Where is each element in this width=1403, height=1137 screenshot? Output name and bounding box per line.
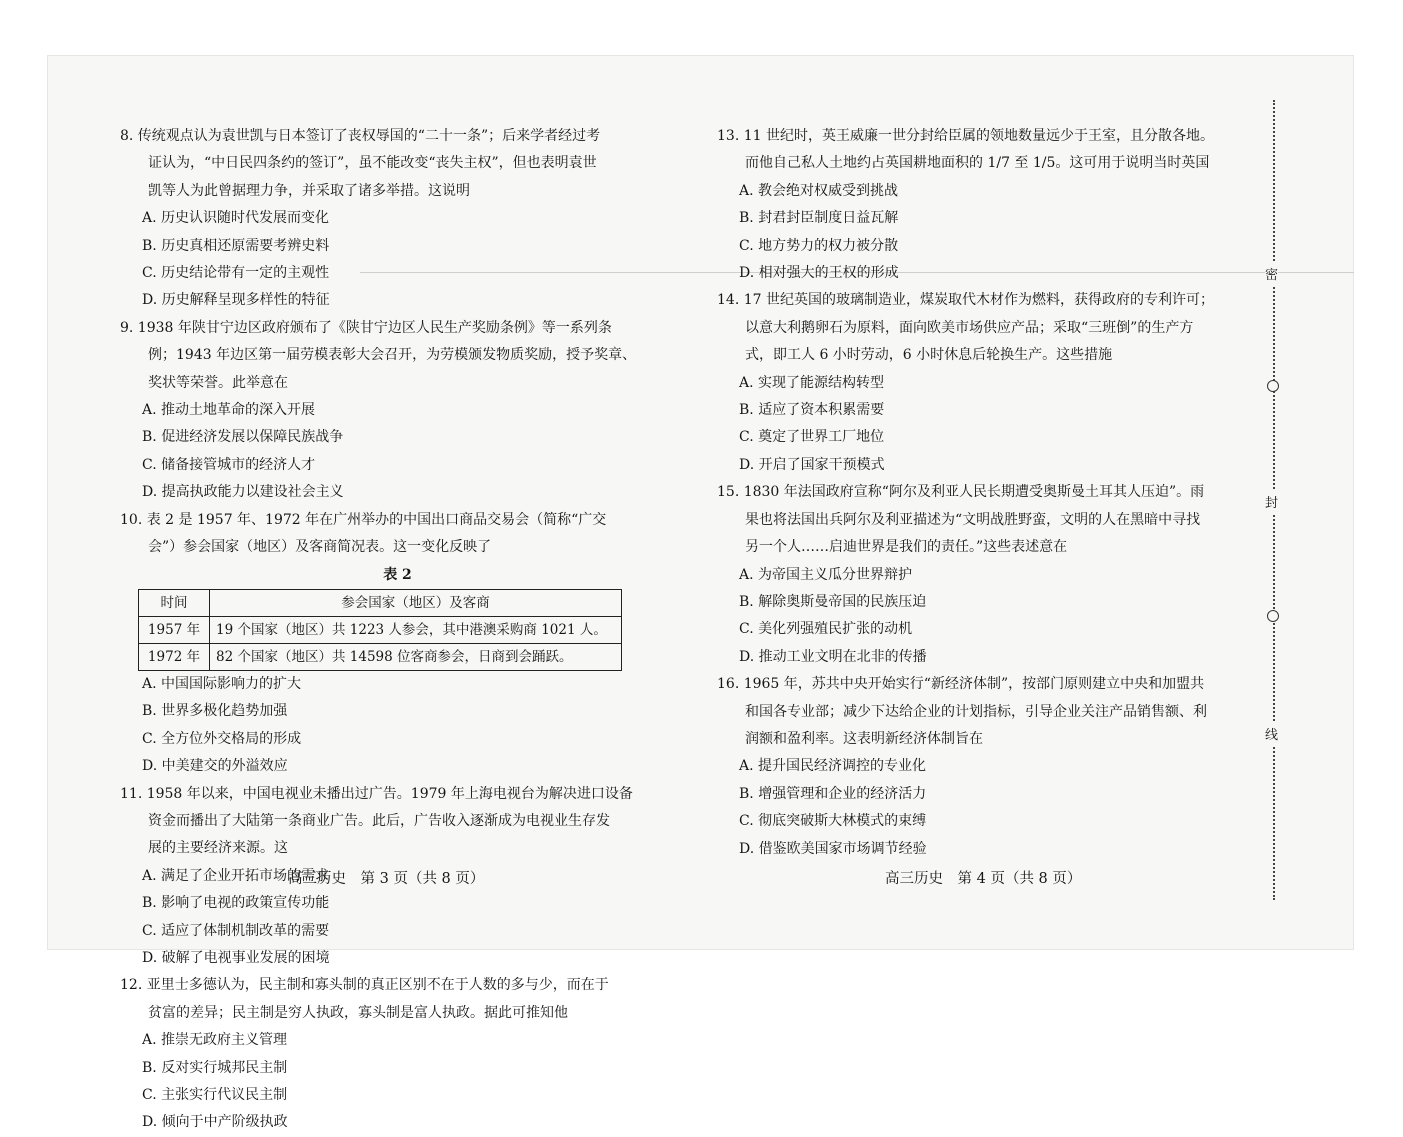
option-b: B. 促进经济发展以保障民族战争 xyxy=(142,429,344,446)
question-stem-line: 会”）参会国家（地区）及客商简况表。这一变化反映了 xyxy=(148,539,492,556)
table-cell-detail: 82 个国家（地区）共 14598 位客商参会，日商到会踊跃。 xyxy=(210,643,622,670)
option-a: A. 历史认识随时代发展而变化 xyxy=(142,210,330,227)
question-stem-line: 14. 17 世纪英国的玻璃制造业，煤炭取代木材作为燃料，获得政府的专利许可； xyxy=(717,292,1214,309)
table-header-cell: 参会国家（地区）及客商 xyxy=(210,589,622,616)
question-stem-line: 例；1943 年边区第一届劳模表彰大会召开，为劳模颁发物质奖励，授予奖章、 xyxy=(148,347,637,364)
question-8 xyxy=(120,123,645,315)
option-c: C. 美化列强殖民扩张的动机 xyxy=(739,621,913,638)
table-cell-year: 1972 年 xyxy=(139,643,210,670)
option-d: D. 开启了国家干预模式 xyxy=(739,456,885,473)
question-16 xyxy=(717,671,1237,863)
option-d: D. 借鉴欧美国家市场调节经验 xyxy=(739,840,927,857)
question-stem-line: 9. 1938 年陕甘宁边区政府颁布了《陕甘宁边区人民生产奖励条例》等一系列条 xyxy=(120,319,612,336)
fair-table xyxy=(138,589,622,671)
option-d: D. 破解了电视事业发展的困境 xyxy=(142,949,330,966)
option-c: C. 历史结论带有一定的主观性 xyxy=(142,265,330,282)
answer-options xyxy=(120,205,645,315)
binding-circle xyxy=(1267,610,1279,622)
question-stem-line: 和国各专业部；减少下达给企业的计划指标，引导企业关注产品销售额、利 xyxy=(745,703,1207,720)
question-stem-line: 凯等人为此曾据理力争，并采取了诸多举措。这说明 xyxy=(148,182,470,199)
option-b: B. 反对实行城邦民主制 xyxy=(142,1059,288,1076)
option-b: B. 解除奥斯曼帝国的民族压迫 xyxy=(739,593,927,610)
option-c: C. 奠定了世界工厂地位 xyxy=(739,429,885,446)
option-a: A. 推崇无政府主义管理 xyxy=(142,1032,288,1049)
option-a: A. 提升国民经济调控的专业化 xyxy=(739,758,927,775)
option-a: A. 满足了企业开拓市场的需求 xyxy=(142,867,330,884)
option-c: C. 全方位外交格局的形成 xyxy=(142,730,302,747)
option-d: D. 相对强大的王权的形成 xyxy=(739,265,899,282)
table-header-cell: 时间 xyxy=(139,589,210,616)
option-c: C. 地方势力的权力被分散 xyxy=(739,237,899,254)
option-b: B. 适应了资本积累需要 xyxy=(739,402,885,419)
question-stem-line: 13. 11 世纪时，英王威廉一世分封给臣属的领地数量远少于王室，且分散各地。 xyxy=(717,128,1214,144)
page-footer-right: 高三历史 第 4 页（共 8 页） xyxy=(885,871,1082,887)
question-stem-line: 8. 传统观点认为袁世凯与日本签订了丧权辱国的“二十一条”；后来学者经过考 xyxy=(120,128,601,144)
question-stem-line: 式，即工人 6 小时劳动，6 小时休息后轮换生产。这些措施 xyxy=(745,347,1113,364)
question-14 xyxy=(717,287,1237,479)
option-a: A. 实现了能源结构转型 xyxy=(739,374,885,391)
question-13 xyxy=(717,123,1237,287)
question-stem-line: 12. 亚里士多德认为，民主制和寡头制的真正区别不在于人数的多与少，而在于 xyxy=(120,977,609,994)
option-a: A. 教会绝对权威受到挑战 xyxy=(739,182,899,199)
answer-options xyxy=(120,1027,645,1137)
question-stem-line: 16. 1965 年，苏共中央开始实行“新经济体制”，按部门原则建立中央和加盟共 xyxy=(717,676,1205,693)
question-stem-line: 润额和盈利率。这表明新经济体制旨在 xyxy=(745,730,983,747)
answer-options xyxy=(717,178,1237,288)
option-c: C. 彻底突破斯大林模式的束缚 xyxy=(739,813,927,830)
option-d: D. 推动工业文明在北非的传播 xyxy=(739,648,927,665)
answer-options xyxy=(120,397,645,507)
option-c: C. 适应了体制机制改革的需要 xyxy=(142,922,330,939)
answer-options xyxy=(717,753,1237,863)
question-stem-line: 11. 1958 年以来，中国电视业未播出过广告。1979 年上海电视台为解决进口设备 xyxy=(120,785,633,802)
question-9 xyxy=(120,315,645,507)
option-b: B. 影响了电视的政策宣传功能 xyxy=(142,895,330,912)
table-caption: 表 2 xyxy=(383,566,412,583)
option-d: D. 历史解释呈现多样性的特征 xyxy=(142,292,330,309)
answer-options xyxy=(120,671,645,781)
question-stem-line: 贫富的差异；民主制是穷人执政，寡头制是富人执政。据此可推知他 xyxy=(148,1004,568,1021)
page-3-column xyxy=(120,123,645,1137)
option-d: D. 提高执政能力以建设社会主义 xyxy=(142,484,344,501)
question-stem-line: 资金而播出了大陆第一条商业广告。此后，广告收入逐渐成为电视业生存发 xyxy=(148,812,610,829)
page-footer-left: 高三历史 第 3 页（共 8 页） xyxy=(288,871,485,887)
table-cell-detail: 19 个国家（地区）共 1223 人参会，其中港澳采购商 1021 人。 xyxy=(210,616,622,643)
table-row xyxy=(139,616,622,643)
binding-label-mi: 密 xyxy=(1265,262,1278,285)
option-d: D. 倾向于中产阶级执政 xyxy=(142,1114,288,1131)
question-stem-line: 15. 1830 年法国政府宣称“阿尔及利亚人民长期遭受奥斯曼土耳其人压迫”。雨 xyxy=(717,484,1205,501)
binding-label-feng: 封 xyxy=(1265,490,1278,513)
answer-options xyxy=(717,562,1237,672)
question-15 xyxy=(717,479,1237,671)
question-stem-line: 以意大利鹅卵石为原料，面向欧美市场供应产品；采取“三班倒”的生产方 xyxy=(745,319,1194,336)
table-cell-year: 1957 年 xyxy=(139,616,210,643)
question-stem-line: 10. 表 2 是 1957 年、1972 年在广州举办的中国出口商品交易会（简称“广交 xyxy=(120,511,607,528)
option-b: B. 历史真相还原需要考辨史料 xyxy=(142,237,330,254)
binding-circle xyxy=(1267,380,1279,392)
option-c: C. 主张实行代议民主制 xyxy=(142,1087,288,1103)
table-row xyxy=(139,643,622,670)
question-10 xyxy=(120,507,645,781)
option-a: A. 为帝国主义瓜分世界辩护 xyxy=(739,566,913,583)
option-a: A. 推动土地革命的深入开展 xyxy=(142,402,316,419)
option-a: A. 中国国际影响力的扩大 xyxy=(142,675,302,692)
table-header-row xyxy=(139,589,622,616)
answer-options xyxy=(717,370,1237,480)
question-stem-line: 奖状等荣誉。此举意在 xyxy=(148,374,288,391)
page-4-column xyxy=(717,123,1237,863)
option-d: D. 中美建交的外溢效应 xyxy=(142,758,288,775)
question-stem-line: 另一个人……启迪世界是我们的责任。”这些表述意在 xyxy=(745,539,1068,556)
binding-label-xian: 线 xyxy=(1265,722,1278,745)
option-b: B. 世界多极化趋势加强 xyxy=(142,703,288,720)
question-12 xyxy=(120,972,645,1136)
question-stem-line: 证认为，“中日民四条约的签订”，虽不能改变“丧失主权”，但也表明袁世 xyxy=(148,155,597,172)
question-stem-line: 展的主要经济来源。这 xyxy=(148,840,288,857)
option-b: B. 封君封臣制度日益瓦解 xyxy=(739,210,899,227)
question-stem-line: 果也将法国出兵阿尔及利亚描述为“文明战胜野蛮，文明的人在黑暗中寻找 xyxy=(745,511,1201,528)
question-stem-line: 而他自己私人土地约占英国耕地面积的 1/7 至 1/5。这可用于说明当时英国 xyxy=(745,155,1210,172)
option-b: B. 增强管理和企业的经济活力 xyxy=(739,785,927,802)
option-c: C. 储备接管城市的经济人才 xyxy=(142,456,316,473)
